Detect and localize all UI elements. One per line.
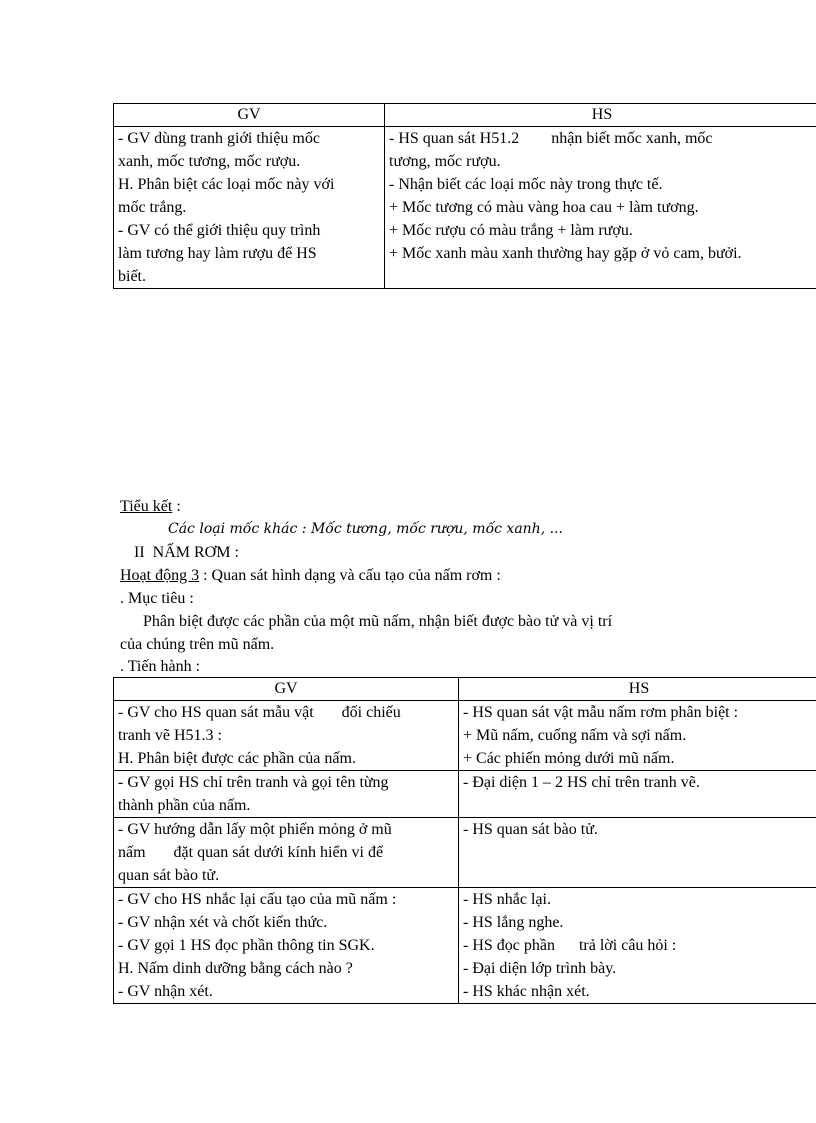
gv-line: - GV có thể giới thiệu quy trình [118, 222, 321, 239]
gv-line: quan sát bào tử. [118, 867, 220, 884]
hs-line: tương, mốc rượu. [389, 153, 501, 170]
hs-cell [459, 701, 816, 771]
gv-line: mốc trắng. [118, 199, 187, 216]
hs-cell [385, 127, 816, 289]
hs-line: - HS quan sát H51.2 nhận biết mốc xanh, mốc [389, 130, 713, 147]
table-header-row [114, 104, 816, 127]
summary-label: Tiểu kết [120, 498, 173, 515]
gv-cell [114, 818, 459, 888]
gv-header: GV [114, 678, 459, 701]
gv-line: làm tương hay làm rượu để HS [118, 245, 317, 262]
gv-line: xanh, mốc tương, mốc rượu. [118, 153, 301, 170]
hs-line: - HS nhắc lại. [463, 891, 551, 908]
table-row [114, 888, 816, 1004]
summary-content: Các loại mốc khác : Mốc tương, mốc rượu, mốc xanh, ... [168, 521, 563, 537]
hs-cell [459, 771, 816, 818]
hs-header: HS [459, 678, 816, 701]
hs-line: - Nhận biết các loại mốc này trong thực tế. [389, 176, 663, 193]
activity-heading [120, 564, 501, 587]
gv-cell [114, 127, 385, 289]
gv-cell [114, 701, 459, 771]
table-row [114, 818, 816, 888]
hs-line: + Mốc tương có màu vàng hoa cau + làm tương. [389, 199, 699, 216]
gv-line: - GV cho HS nhắc lại cấu tạo của mũ nấm : [118, 891, 397, 908]
gv-line: - GV nhận xét. [118, 983, 213, 1000]
gv-line: tranh vẽ H51.3 : [118, 727, 222, 744]
summary-colon: : [172, 498, 181, 515]
gv-line: H. Phân biệt được các phần của nấm. [118, 750, 356, 767]
procedure-label: . Tiến hành : [120, 658, 201, 675]
objective-text-line: của chúng trên mũ nấm. [120, 636, 275, 653]
objective-label: . Mục tiêu : [120, 590, 194, 607]
section-heading: II NẤM RƠM : [134, 544, 239, 561]
hs-line: - HS khác nhận xét. [463, 983, 590, 1000]
gv-line: - GV cho HS quan sát mẫu vật đối chiếu [118, 704, 401, 721]
hs-header: HS [385, 104, 816, 127]
gv-line: - GV gọi 1 HS đọc phần thông tin SGK. [118, 937, 375, 954]
table-header-row [114, 678, 816, 701]
hs-line: + Mũ nấm, cuống nấm và sợi nấm. [463, 727, 687, 744]
hs-cell [459, 818, 816, 888]
hs-line: - HS lắng nghe. [463, 914, 564, 931]
summary-heading [120, 495, 181, 518]
hs-line: - HS quan sát vật mẫu nấm rơm phân biệt : [463, 704, 739, 721]
gv-line: biết. [118, 268, 146, 285]
gv-line: - GV gọi HS chỉ trên tranh và gọi tên từng [118, 774, 389, 791]
gv-line: - GV dùng tranh giới thiệu mốc [118, 130, 320, 147]
gv-line: H. Nấm dinh dưỡng bằng cách nào ? [118, 960, 353, 977]
gv-header: GV [114, 104, 385, 127]
gv-line: H. Phân biệt các loại mốc này với [118, 176, 335, 193]
gv-line: - GV nhận xét và chốt kiến thức. [118, 914, 328, 931]
gv-line: thành phần của nấm. [118, 797, 251, 814]
hs-line: + Mốc xanh màu xanh thường hay gặp ở vỏ cam, bưởi. [389, 245, 742, 262]
hs-line: - Đại diện 1 – 2 HS chỉ trên tranh vẽ. [463, 774, 700, 791]
activity-table-2 [113, 677, 816, 1004]
table-row [114, 127, 816, 289]
hs-line: + Các phiến mỏng dưới mũ nấm. [463, 750, 675, 767]
hs-line: + Mốc rượu có màu trắng + làm rượu. [389, 222, 633, 239]
hs-line: - HS quan sát bào tử. [463, 821, 598, 838]
objective-text-line: Phân biệt được các phần của một mũ nấm, nhận biết được bào tử và vị trí [143, 613, 613, 630]
gv-line: - GV hướng dẫn lấy một phiến mỏng ở mũ [118, 821, 392, 838]
gv-cell [114, 888, 459, 1004]
hs-cell [459, 888, 816, 1004]
activity-title: : Quan sát hình dạng và cấu tạo của nấm rơm : [199, 567, 501, 584]
gv-cell [114, 771, 459, 818]
table-row [114, 771, 816, 818]
hs-line: - Đại diện lớp trình bày. [463, 960, 617, 977]
table-row [114, 701, 816, 771]
gv-line: nấm đặt quan sát dưới kính hiển vi để [118, 844, 384, 861]
hs-line: - HS đọc phần trả lời câu hỏi : [463, 937, 677, 954]
activity-label: Hoạt động 3 [120, 567, 200, 584]
activity-table-1 [113, 103, 816, 289]
